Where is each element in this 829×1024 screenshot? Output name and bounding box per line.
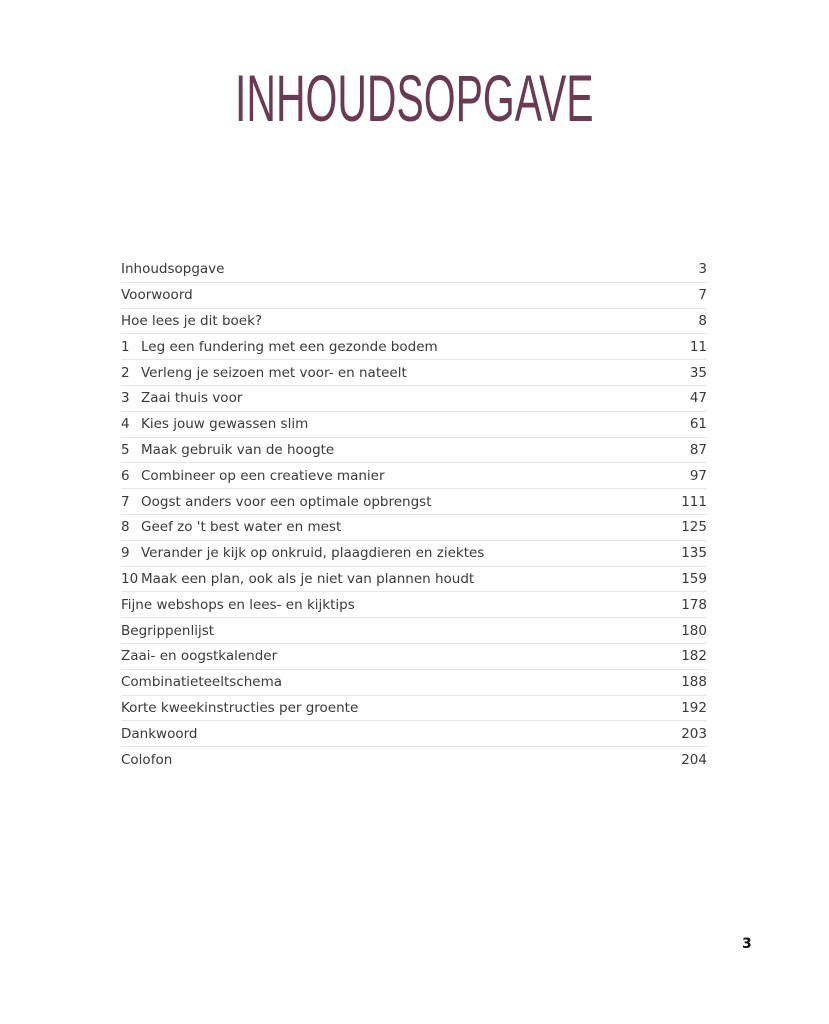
toc-entry-page: 3 [698, 261, 707, 278]
toc-entry-label: Hoe lees je dit boek? [121, 312, 263, 329]
page-title: INHOUDSOPGAVE [235, 61, 594, 135]
toc-entry-page: 47 [689, 390, 707, 407]
toc-entry-label: Combineer op een creatieve manier [141, 467, 385, 484]
toc-entry [121, 515, 707, 541]
toc-entry-page: 204 [681, 752, 707, 769]
toc-entry-label: Maak gebruik van de hoogte [141, 441, 335, 458]
toc-entry [121, 386, 707, 412]
toc-entry-page: 125 [681, 519, 707, 536]
toc-entry-page: 203 [681, 725, 707, 742]
toc-entry-page: 61 [689, 416, 707, 433]
toc-entry-page: 8 [698, 312, 707, 329]
toc-entry-label: Geef zo 't best water en mest [141, 519, 342, 536]
toc-entry-label: Maak een plan, ook als je niet van plannen houdt [141, 570, 475, 587]
toc-entry [121, 696, 707, 722]
toc-entry [121, 463, 707, 489]
toc-chapter-number: 1 [121, 338, 130, 355]
toc-entry-label: Colofon [121, 752, 173, 769]
toc-entry-label: Dankwoord [121, 725, 198, 742]
toc-entry-page: 7 [698, 287, 707, 304]
page-number: 3 [742, 936, 752, 952]
toc-entry [121, 567, 707, 593]
toc-chapter-number: 6 [121, 467, 130, 484]
toc-entry [121, 257, 707, 283]
toc-entry-page: 182 [681, 648, 707, 665]
toc-entry [121, 334, 707, 360]
toc-entry-page: 111 [681, 493, 707, 510]
toc-chapter-number: 8 [121, 519, 130, 536]
toc-entry-page: 35 [689, 364, 707, 381]
toc-entry [121, 438, 707, 464]
toc-entry [121, 360, 707, 386]
toc-chapter-number: 9 [121, 545, 130, 562]
toc-entry [121, 592, 707, 618]
toc-entry-label: Inhoudsopgave [121, 261, 225, 278]
toc-chapter-number: 2 [121, 364, 130, 381]
toc-entry [121, 670, 707, 696]
toc-entry [121, 309, 707, 335]
toc-entry-label: Oogst anders voor een optimale opbrengst [141, 493, 432, 510]
toc-chapter-number: 5 [121, 441, 130, 458]
table-of-contents [121, 257, 707, 773]
toc-entry [121, 721, 707, 747]
toc-entry [121, 644, 707, 670]
toc-entry-label: Fijne webshops en lees- en kijktips [121, 596, 355, 613]
toc-entry [121, 283, 707, 309]
toc-chapter-number: 7 [121, 493, 130, 510]
toc-entry-page: 11 [689, 338, 707, 355]
toc-entry [121, 618, 707, 644]
toc-entry-label: Korte kweekinstructies per groente [121, 699, 359, 716]
toc-entry-page: 135 [681, 545, 707, 562]
toc-entry-page: 159 [681, 570, 707, 587]
toc-entry-page: 178 [681, 596, 707, 613]
toc-entry-label: Begrippenlijst [121, 622, 215, 639]
toc-entry-label: Zaai thuis voor [141, 390, 243, 407]
toc-entry-label: Verleng je seizoen met voor- en nateelt [141, 364, 407, 381]
toc-entry-label: Zaai- en oogstkalender [121, 648, 278, 665]
toc-chapter-number: 10 [121, 570, 139, 587]
toc-entry [121, 747, 707, 773]
toc-entry-label: Combinatieteeltschema [121, 674, 283, 691]
toc-entry-label: Voorwoord [121, 287, 193, 304]
toc-entry-page: 188 [681, 674, 707, 691]
toc-entry-page: 97 [689, 467, 707, 484]
toc-chapter-number: 3 [121, 390, 130, 407]
toc-entry-page: 192 [681, 699, 707, 716]
toc-entry-page: 87 [689, 441, 707, 458]
toc-entry [121, 541, 707, 567]
toc-entry-label: Kies jouw gewassen slim [141, 416, 309, 433]
toc-chapter-number: 4 [121, 416, 130, 433]
toc-entry [121, 489, 707, 515]
toc-entry-page: 180 [681, 622, 707, 639]
toc-entry-label: Leg een fundering met een gezonde bodem [141, 338, 438, 355]
toc-entry [121, 412, 707, 438]
toc-entry-label: Verander je kijk op onkruid, plaagdieren en ziektes [141, 545, 485, 562]
